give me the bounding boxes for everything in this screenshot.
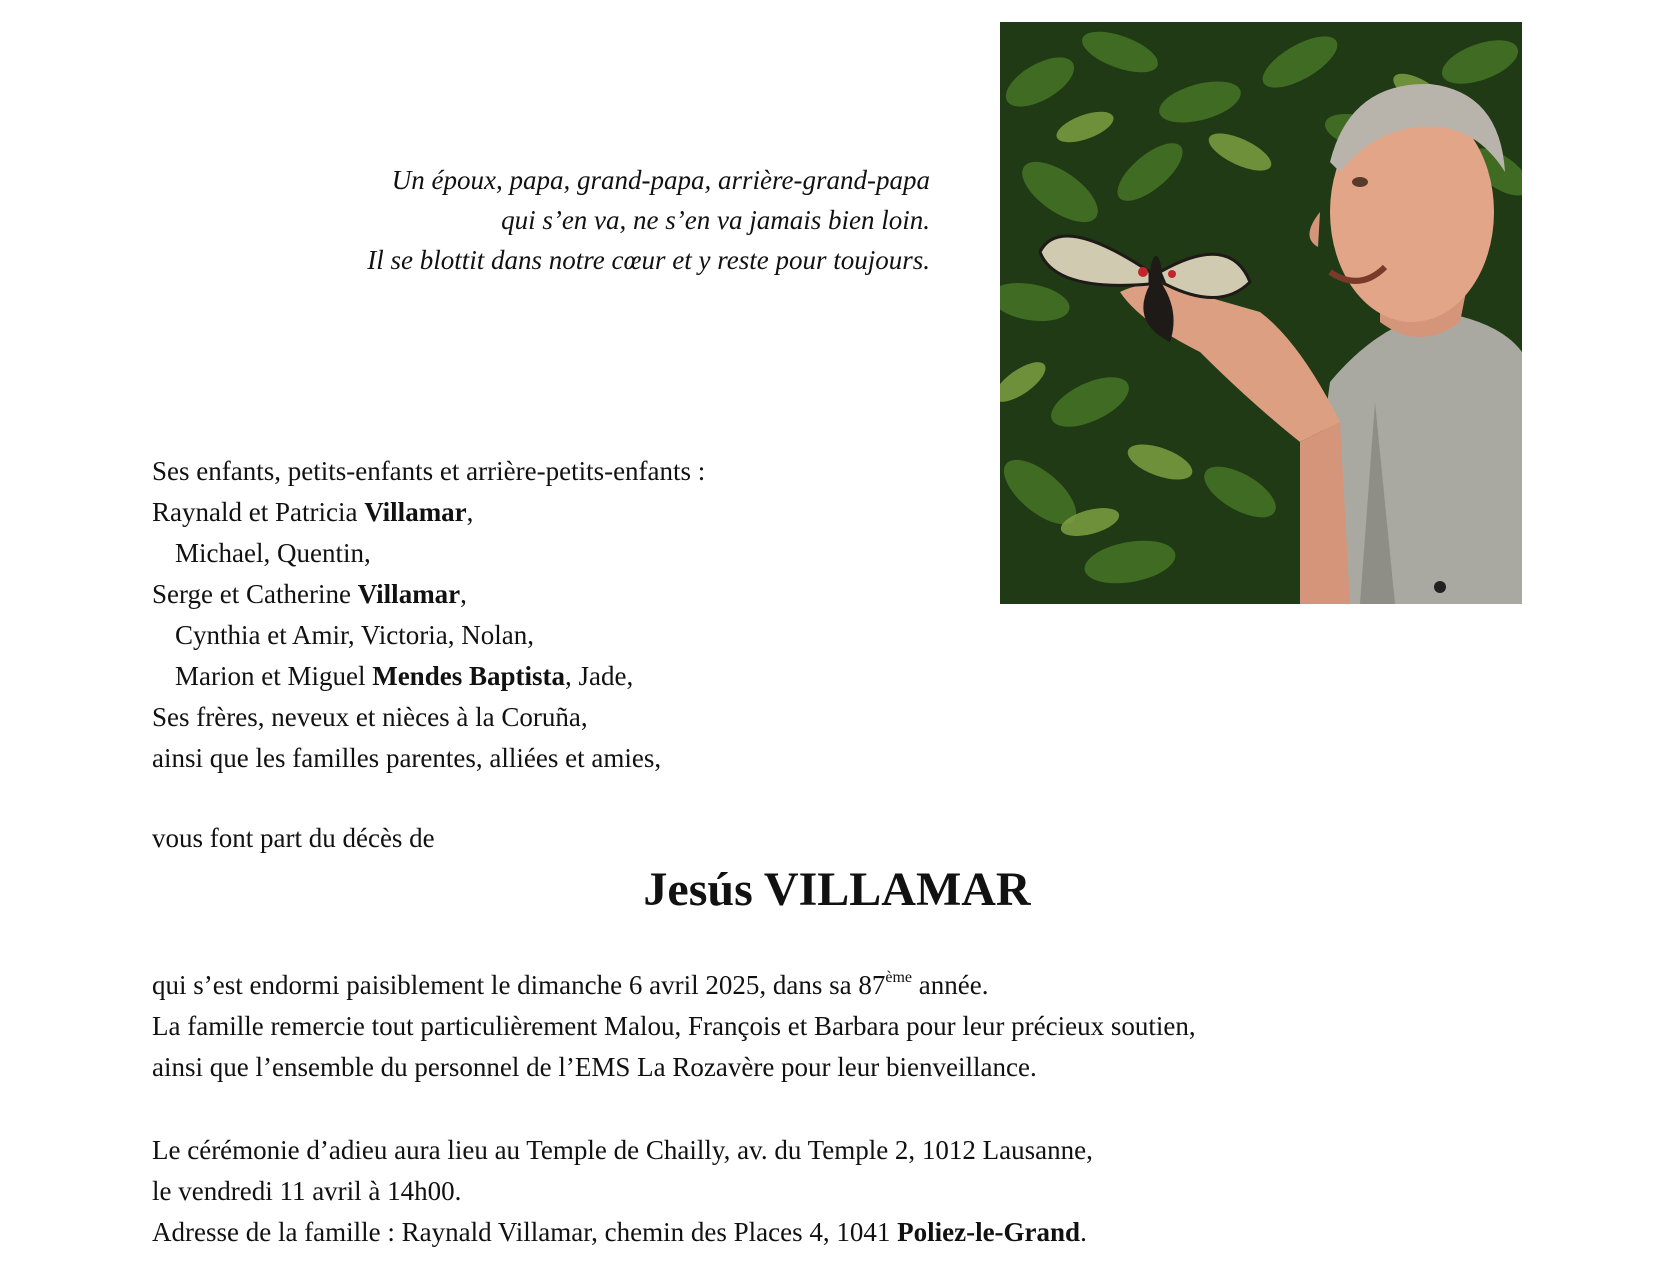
family-line-1-text: Raynald et Patricia bbox=[152, 497, 365, 527]
family-line-1 bbox=[152, 492, 705, 533]
details-line-1 bbox=[152, 965, 1196, 1006]
announcement-text: vous font part du décès de bbox=[152, 823, 435, 853]
family-line-5-surname: Mendes Baptista bbox=[372, 661, 565, 691]
ceremony-line-1: Le cérémonie d’adieu aura lieu au Temple de Chailly, av. du Temple 2, 1012 Lausanne, bbox=[152, 1135, 1093, 1165]
family-intro: Ses enfants, petits-enfants et arrière-petits-enfants : bbox=[152, 456, 706, 486]
family-line-3 bbox=[152, 574, 705, 615]
details-line-3: ainsi que l’ensemble du personnel de l’EMS La Rozavère pour leur bienveillance. bbox=[152, 1052, 1037, 1082]
memorial-poem bbox=[230, 160, 930, 280]
family-list bbox=[152, 451, 705, 779]
family-line-5-text: Marion et Miguel bbox=[175, 661, 373, 691]
announcement bbox=[152, 818, 435, 859]
ceremony-address-text: Adresse de la famille : Raynald Villamar, chemin des Places 4, 1041 bbox=[152, 1217, 898, 1247]
family-line-3-punct: , bbox=[460, 579, 467, 609]
ceremony-address-end: . bbox=[1080, 1217, 1087, 1247]
family-line-5-post: , Jade, bbox=[564, 661, 634, 691]
poem-line-3: Il se blottit dans notre cœur et y reste pour toujours. bbox=[367, 245, 930, 275]
family-line-1-punct: , bbox=[466, 497, 474, 527]
poem-line-1: Un époux, papa, grand-papa, arrière-grand-papa bbox=[391, 165, 930, 195]
details-line-2: La famille remercie tout particulièrement Malou, François et Barbara pour leur précieux soutien, bbox=[152, 1011, 1196, 1041]
family-line-6: Ses frères, neveux et nièces à la Coruña, bbox=[152, 702, 588, 732]
family-line-3-surname: Villamar bbox=[357, 579, 461, 609]
ceremony-address-town: Poliez-le-Grand bbox=[897, 1217, 1081, 1247]
family-line-2: Michael, Quentin, bbox=[175, 538, 371, 568]
family-line-1-surname: Villamar bbox=[364, 497, 467, 527]
details-line-1-text: qui s’est endormi paisiblement le dimanche 6 avril 2025, dans sa 87 bbox=[152, 970, 886, 1000]
death-details bbox=[152, 965, 1196, 1088]
poem-line-2: qui s’en va, ne s’en va jamais bien loin. bbox=[501, 205, 930, 235]
family-line-4: Cynthia et Amir, Victoria, Nolan, bbox=[175, 620, 534, 650]
family-line-5 bbox=[152, 656, 705, 697]
ceremony-line-3 bbox=[152, 1212, 1093, 1253]
ceremony-info bbox=[152, 1130, 1093, 1253]
ceremony-line-2: le vendredi 11 avril à 14h00. bbox=[152, 1176, 462, 1206]
details-line-1-end: année. bbox=[912, 970, 989, 1000]
family-line-7: ainsi que les familles parentes, alliées et amies, bbox=[152, 743, 662, 773]
deceased-name: Jesús VILLAMAR bbox=[643, 863, 1031, 916]
details-ordinal-suffix: ème bbox=[885, 969, 912, 986]
portrait-photo bbox=[1000, 22, 1522, 604]
family-line-3-text: Serge et Catherine bbox=[152, 579, 358, 609]
